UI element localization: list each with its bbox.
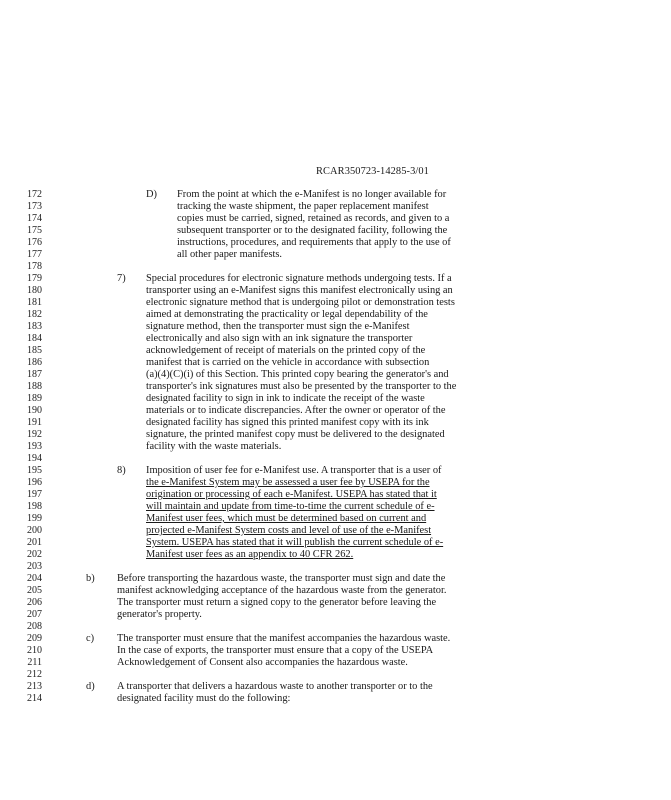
line-number: 213: [27, 681, 42, 692]
line-number: 214: [27, 693, 42, 704]
paragraph-line: generator's property.: [117, 609, 202, 620]
paragraph-line: Before transporting the hazardous waste, the transporter must sign and date the: [117, 573, 446, 584]
paragraph-line: designated facility has signed this printed manifest copy with its ink: [146, 417, 429, 428]
paragraph-line: electronic signature method that is undergoing pilot or demonstration tests: [146, 297, 455, 308]
line-number: 212: [27, 669, 42, 680]
paragraph-line: signature method, then the transporter must sign the e-Manifest: [146, 321, 410, 332]
line-number: 180: [27, 285, 42, 296]
line-number: 179: [27, 273, 42, 284]
paragraph-label: D): [146, 189, 157, 200]
line-number: 195: [27, 465, 42, 476]
paragraph-line: Manifest user fees as an appendix to 40 CFR 262.: [146, 549, 354, 560]
paragraph-line: (a)(4)(C)(i) of this Section. This printed copy bearing the generator's and: [146, 369, 449, 380]
line-number: 197: [27, 489, 42, 500]
line-number: 202: [27, 549, 42, 560]
paragraph-label: d): [86, 681, 95, 692]
line-number: 203: [27, 561, 42, 572]
paragraph-label: 7): [117, 273, 126, 284]
paragraph-line: Manifest user fees, which must be determined based on current and: [146, 513, 427, 524]
line-number: 190: [27, 405, 42, 416]
line-number: 173: [27, 201, 42, 212]
line-number: 191: [27, 417, 42, 428]
paragraph-line: all other paper manifests.: [177, 249, 283, 260]
paragraph-line: projected e-Manifest System costs and level of use of the e-Manifest: [146, 525, 432, 536]
line-number: 196: [27, 477, 42, 488]
paragraph-line: designated facility must do the following:: [117, 693, 291, 704]
paragraph-line: acknowledgement of receipt of materials on the printed copy of the: [146, 345, 426, 356]
line-number: 199: [27, 513, 42, 524]
paragraph-label: b): [86, 573, 95, 584]
line-number: 182: [27, 309, 42, 320]
line-number: 172: [27, 189, 42, 200]
line-number: 174: [27, 213, 42, 224]
line-number: 201: [27, 537, 42, 548]
paragraph-line: Imposition of user fee for e-Manifest use. A transporter that is a user of: [146, 465, 442, 476]
paragraph-line: signature, the printed manifest copy must be delivered to the designated: [146, 429, 445, 440]
paragraph-line: The transporter must return a signed copy to the generator before leaving the: [117, 597, 437, 608]
paragraph-line: transporter's ink signatures must also be presented by the transporter to the: [146, 381, 457, 392]
paragraph-line: materials or to indicate discrepancies. After the owner or operator of the: [146, 405, 446, 416]
paragraph-line: will maintain and update from time-to-time the current schedule of e-: [146, 501, 435, 512]
line-number: 200: [27, 525, 42, 536]
paragraph-line: In the case of exports, the transporter must ensure that a copy of the USEPA: [117, 645, 434, 656]
line-number: 198: [27, 501, 42, 512]
line-number: 189: [27, 393, 42, 404]
line-number: 175: [27, 225, 42, 236]
paragraph-line: manifest that is carried on the vehicle in accordance with subsection: [146, 357, 430, 368]
line-number: 211: [27, 657, 42, 668]
paragraph-line: facility with the waste materials.: [146, 441, 282, 452]
paragraph-line: electronically and also sign with an ink signature the transporter: [146, 333, 413, 344]
paragraph-line: From the point at which the e-Manifest is no longer available for: [177, 189, 447, 200]
paragraph-line: aimed at demonstrating the practicality or legal dependability of the: [146, 309, 428, 320]
paragraph-line: tracking the waste shipment, the paper replacement manifest: [177, 201, 429, 212]
line-number: 207: [27, 609, 42, 620]
document-header: RCAR350723-14285-3/01: [316, 166, 429, 177]
line-number: 210: [27, 645, 42, 656]
line-number: 192: [27, 429, 42, 440]
line-number: 206: [27, 597, 42, 608]
paragraph-line: copies must be carried, signed, retained as records, and given to a: [177, 213, 450, 224]
paragraph-line: A transporter that delivers a hazardous waste to another transporter or to the: [117, 681, 433, 692]
line-number: 208: [27, 621, 42, 632]
paragraph-label: c): [86, 633, 95, 644]
line-number: 178: [27, 261, 42, 272]
paragraph-line: designated facility to sign in ink to indicate the receipt of the waste: [146, 393, 425, 404]
line-number: 185: [27, 345, 42, 356]
paragraph-line: manifest acknowledging acceptance of the hazardous waste from the generator.: [117, 585, 447, 596]
line-number: 186: [27, 357, 42, 368]
line-number: 184: [27, 333, 42, 344]
paragraph-label: 8): [117, 465, 126, 476]
line-number: 193: [27, 441, 42, 452]
line-number: 204: [27, 573, 42, 584]
paragraph-line: transporter using an e-Manifest signs this manifest electronically using an: [146, 285, 453, 296]
line-number: 177: [27, 249, 42, 260]
line-number: 181: [27, 297, 42, 308]
paragraph-line: origination or processing of each e-Manifest. USEPA has stated that it: [146, 489, 437, 500]
line-number: 187: [27, 369, 42, 380]
line-number: 205: [27, 585, 42, 596]
paragraph-line: Special procedures for electronic signature methods undergoing tests. If a: [146, 273, 452, 284]
paragraph-line: the e-Manifest System may be assessed a user fee by USEPA for the: [146, 477, 430, 488]
paragraph-line: instructions, procedures, and requirements that apply to the use of: [177, 237, 451, 248]
paragraph-line: Acknowledgement of Consent also accompanies the hazardous waste.: [117, 657, 408, 668]
paragraph-line: The transporter must ensure that the manifest accompanies the hazardous waste.: [117, 633, 451, 644]
paragraph-line: subsequent transporter or to the designated facility, following the: [177, 225, 448, 236]
line-number: 176: [27, 237, 42, 248]
line-number: 209: [27, 633, 42, 644]
paragraph-line: System. USEPA has stated that it will publish the current schedule of e-: [146, 537, 444, 548]
line-number: 188: [27, 381, 42, 392]
line-number: 183: [27, 321, 42, 332]
line-number: 194: [27, 453, 42, 464]
